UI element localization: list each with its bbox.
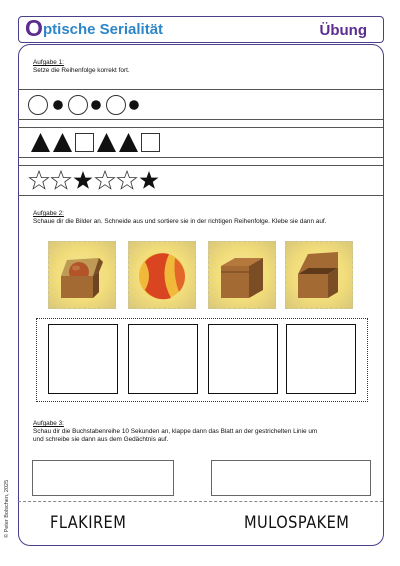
filled-triangle-icon	[97, 133, 116, 152]
task3-label: Aufgabe 3:	[33, 420, 64, 427]
star-pattern-row	[28, 169, 168, 191]
open-box-with-ball-icon	[49, 242, 115, 308]
empty-star-icon	[30, 171, 49, 189]
copyright-note: © Peter Bolschen, 2025	[4, 479, 10, 538]
filled-dot-icon	[91, 100, 101, 110]
answer-field-left[interactable]	[32, 460, 174, 496]
row-divider	[18, 157, 383, 158]
triangle-pattern-row	[30, 131, 165, 153]
answer-field-right[interactable]	[211, 460, 371, 496]
empty-star-icon	[52, 171, 71, 189]
filled-dot-icon	[53, 100, 63, 110]
title-initial: O	[25, 15, 43, 41]
letter-sequence-right: MULOSPAKEM	[244, 513, 350, 533]
filled-triangle-icon	[119, 133, 138, 152]
paste-slot[interactable]	[286, 324, 356, 394]
empty-circle-icon	[29, 96, 48, 115]
card-box-open-empty[interactable]	[285, 241, 353, 309]
filled-triangle-icon	[31, 133, 50, 152]
letter-sequence-left: FLAKIREM	[50, 513, 127, 533]
empty-square-icon	[76, 134, 94, 152]
card-box-closed[interactable]	[208, 241, 276, 309]
open-empty-box-icon	[286, 242, 352, 308]
row-divider	[18, 89, 383, 90]
row-divider	[18, 195, 383, 196]
row-divider	[18, 127, 383, 128]
paste-slot[interactable]	[48, 324, 118, 394]
fold-line	[18, 501, 383, 502]
filled-star-icon	[74, 171, 93, 189]
card-ball[interactable]	[128, 241, 196, 309]
row-divider	[18, 119, 383, 120]
filled-triangle-icon	[53, 133, 72, 152]
filled-star-icon	[140, 171, 159, 189]
empty-circle-icon	[107, 96, 126, 115]
task2-instructions: Schaue dir die Bilder an. Schneide aus und sortiere sie in der richtigen Reihenfolge. Klebe sie dann auf.	[33, 218, 327, 225]
empty-star-icon	[118, 171, 137, 189]
task3-instructions-line1: Schau dir die Buchstabenreihe 10 Sekunden an, klappe dann das Blatt an der gestrichelten Linie um	[33, 428, 318, 435]
empty-circle-icon	[69, 96, 88, 115]
paste-slot[interactable]	[208, 324, 278, 394]
task1-label: Aufgabe 1:	[33, 59, 64, 66]
task3-instructions-line2: und schreibe sie dann aus dem Gedächtnis auf.	[33, 436, 169, 443]
worksheet-type-label: Übung	[319, 22, 367, 39]
closed-box-icon	[209, 242, 275, 308]
worksheet-title: ptische Serialität	[43, 21, 164, 38]
task2-label: Aufgabe 2:	[33, 210, 64, 217]
empty-star-icon	[96, 171, 115, 189]
circle-pattern-row	[28, 93, 148, 117]
filled-dot-icon	[129, 100, 139, 110]
ball-icon	[129, 242, 195, 308]
task1-instructions: Setze die Reihenfolge korrekt fort.	[33, 67, 130, 74]
worksheet-header	[18, 16, 384, 43]
empty-square-icon	[142, 134, 160, 152]
paste-slot[interactable]	[128, 324, 198, 394]
card-box-open-with-ball[interactable]	[48, 241, 116, 309]
row-divider	[18, 165, 383, 166]
